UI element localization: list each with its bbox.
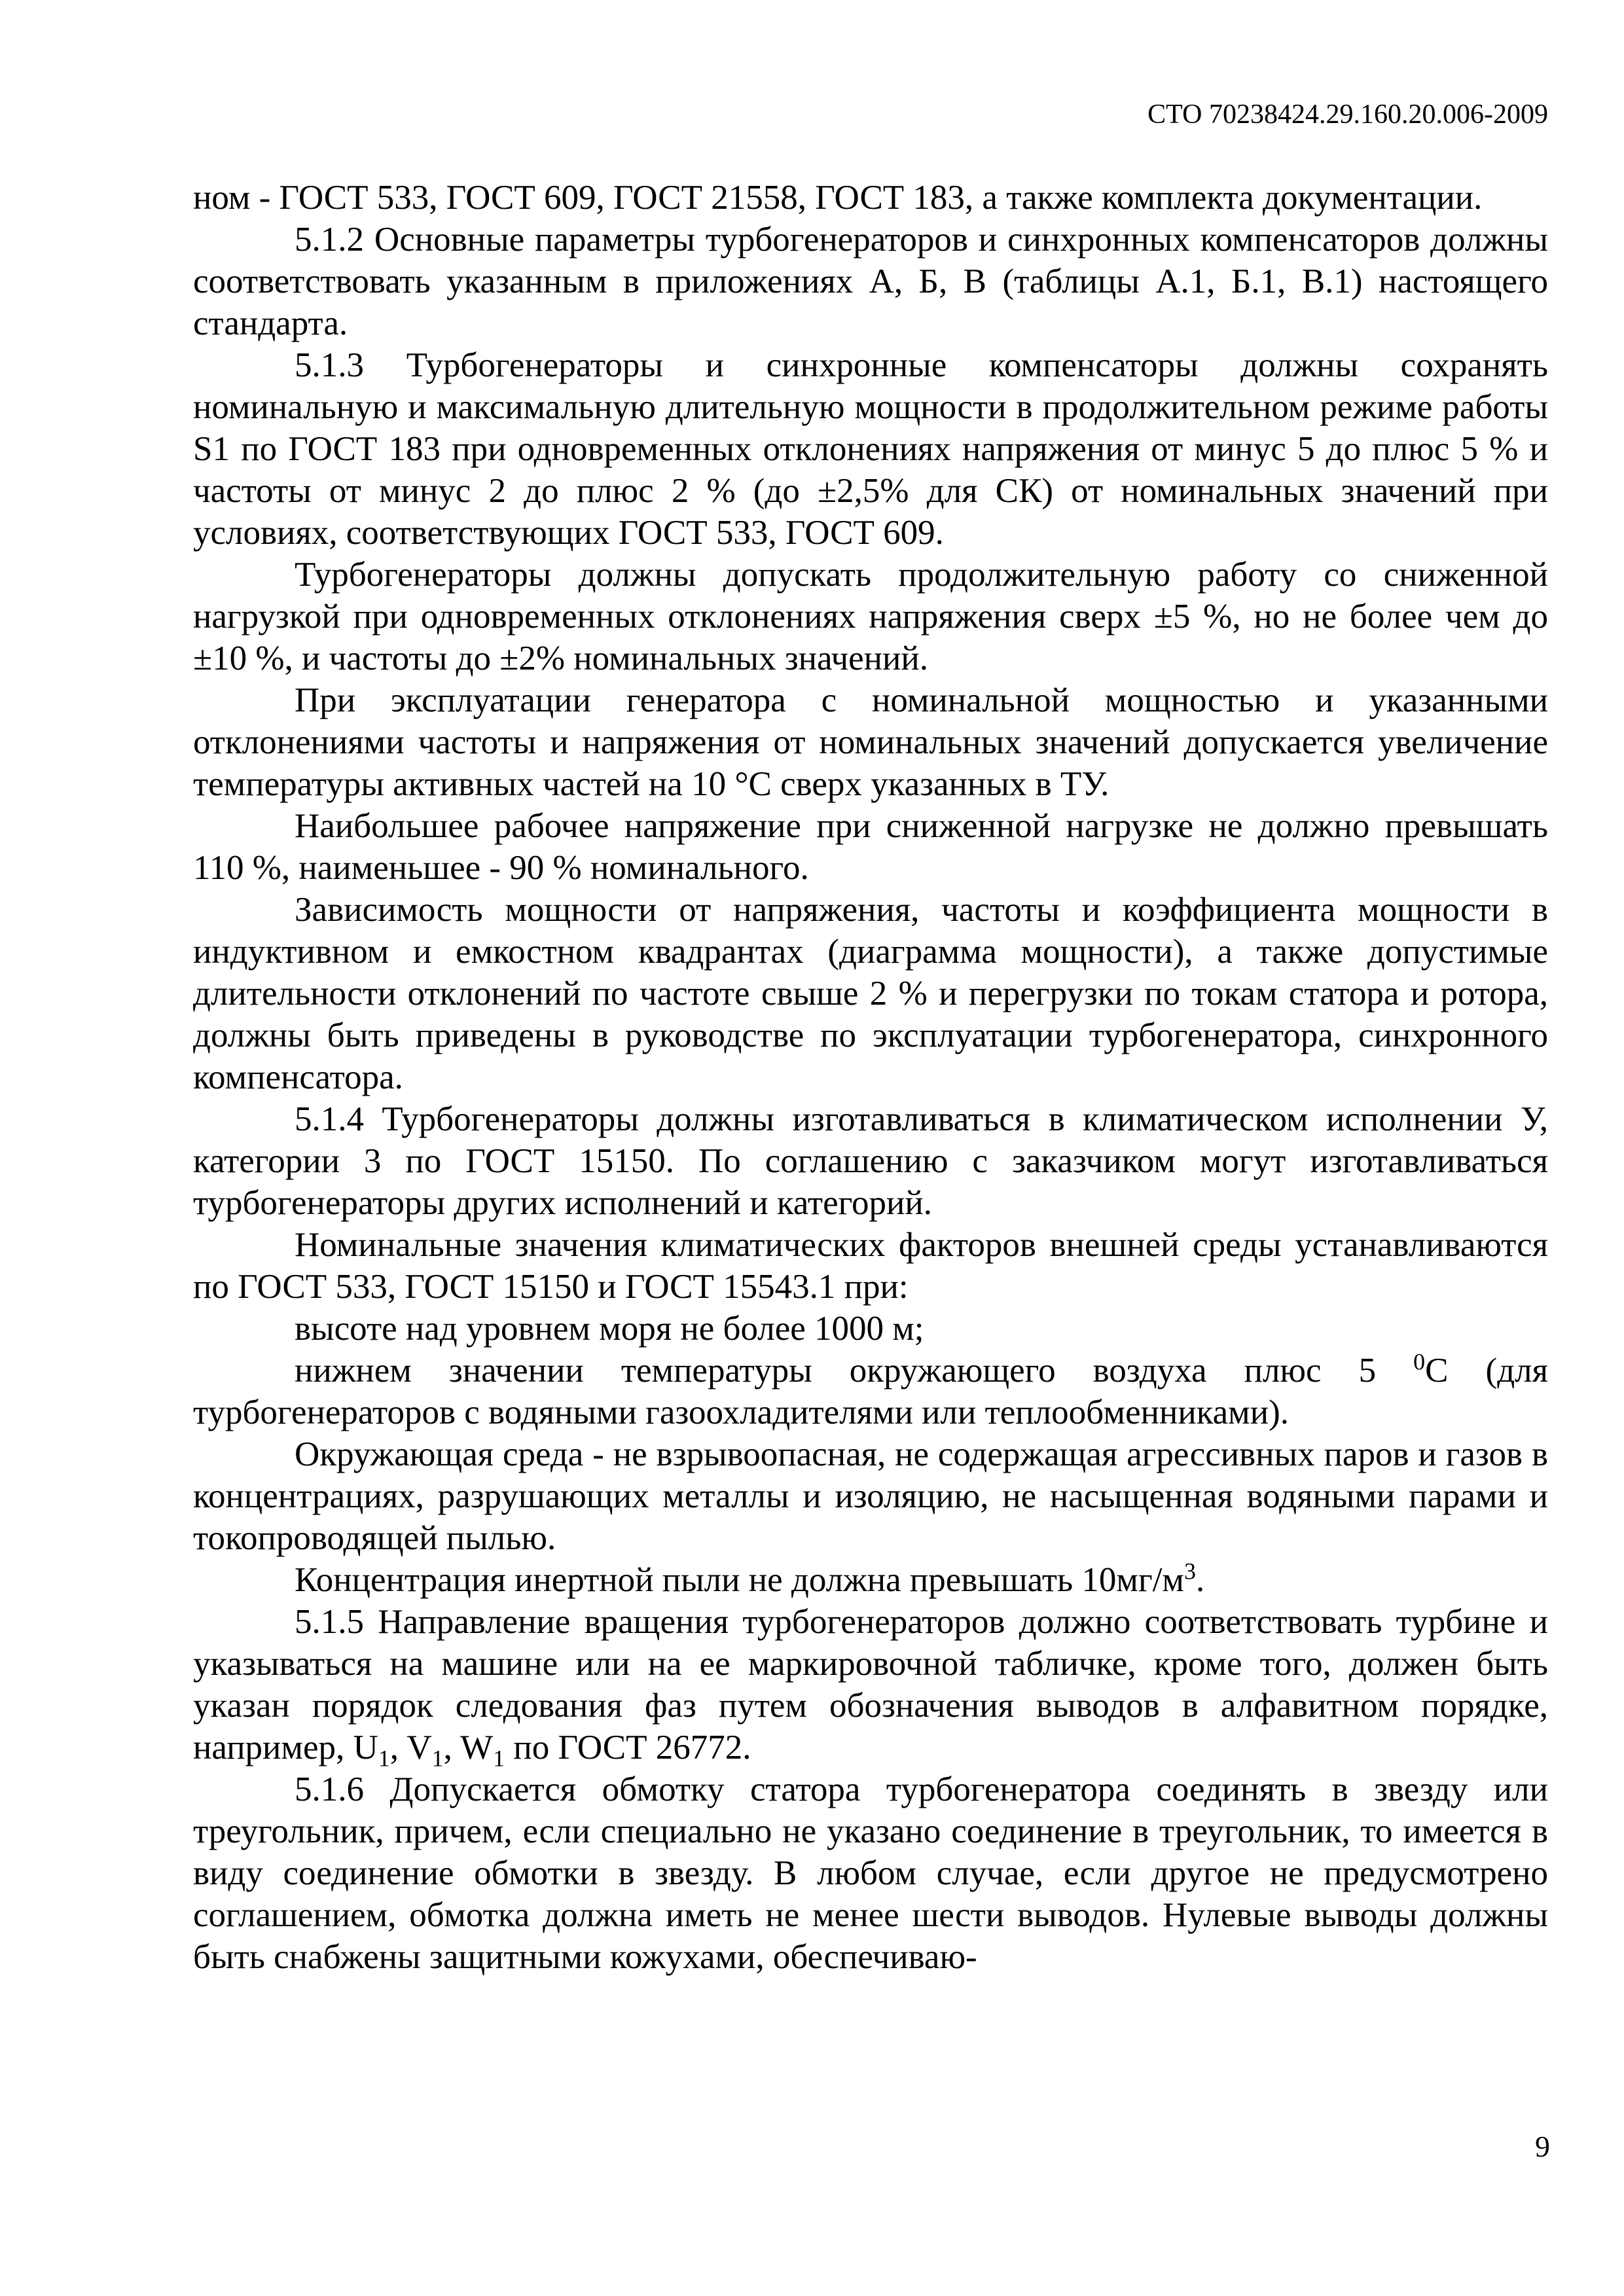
dust-text-end: . [1195,1561,1205,1599]
paragraph-altitude: высоте над уровнем моря не более 1000 м; [295,1310,924,1348]
paragraph-5-1-5 [193,1601,1548,1772]
paragraph-5-1-6: 5.1.6 Допускается обмотку статора турбогенератора соединять в звезду или треугольник, причем, если специально не указано соединение в треугольник, то имеется в виду соединение обмотки в звезду. В любом случае, если другое не предусмотрено соглашением, обмотка должна иметь не менее шести выводов. Нулевые выводы должны быть снабжены защитными кожухами, обеспечиваю- [193,1770,1548,1976]
page-number: 9 [1535,2130,1550,2163]
rotation-text-end: по ГОСТ 26772. [505,1729,751,1767]
paragraph-continuation: ном - ГОСТ 533, ГОСТ 609, ГОСТ 21558, ГОСТ 183, а также комплекта документации. [193,179,1483,217]
paragraph-5-1-2: 5.1.2 Основные параметры турбогенераторов и синхронных компенсаторов должны соответствовать указанным в приложениях А, Б, В (таблицы А.1, Б.1, В.1) настоящего стандарта. [193,221,1548,342]
paragraph-5-1-4: 5.1.4 Турбогенераторы должны изготавливаться в климатическом исполнении У, категории 3 по ГОСТ 15150. По соглашению с заказчиком могут изготавливаться турбогенераторы других исполнений и категорий. [193,1100,1548,1222]
terminal-w: W [460,1729,494,1767]
degree-superscript: 0 [1413,1348,1426,1375]
paragraph-environment: Окружающая среда - не взрывоопасная, не содержащая агрессивных паров и газов в концентрациях, разрушающих металлы и изоляцию, не насыщенная водяными парами и токопроводящей пылью. [193,1435,1548,1557]
temperature-text-end: С (для турбогенераторов с водяными газоохладителями или теплообменниками). [193,1352,1548,1431]
paragraph-temperature-rise: При эксплуатации генератора с номинальной мощностью и указанными отклонениями частоты и напряжения от номинальных значений допускается увеличение температуры активных частей на 10 °С сверх указанных в ТУ. [193,681,1548,803]
paragraph-dust-concentration [193,1559,1548,1601]
temperature-text-start: нижнем значении температуры окружающего воздуха плюс 5 [295,1352,1414,1390]
dust-text: Концентрация инертной пыли не должна превышать 10мг/м [295,1561,1184,1599]
paragraph-temperature [193,1350,1548,1433]
terminal-w-index: 1 [493,1745,505,1772]
paragraph-reduced-load: Турбогенераторы должны допускать продолжительную работу со сниженной нагрузкой при одновременных отклонениях напряжения сверх ±5 %, но не более чем до ±10 %, и частоты до ±2% номинальных значений. [193,556,1548,677]
separator-2: , [443,1729,461,1767]
paragraph-power-diagram: Зависимость мощности от напряжения, частоты и коэффициента мощности в индуктивном и емкостном квадрантах (диаграмма мощности), а также допустимые длительности отклонений по частоте свыше 2 % и перегрузки по токам статора и ротора, должны быть приведены в руководстве по эксплуатации турбогенератора, синхронного компенсатора. [193,891,1548,1096]
terminal-u: U [353,1729,378,1767]
document-code-header: СТО 70238424.29.160.20.006-2009 [1147,99,1548,130]
terminal-u-index: 1 [378,1745,390,1772]
terminal-v: V [406,1729,432,1767]
paragraph-5-1-3: 5.1.3 Турбогенераторы и синхронные компенсаторы должны сохранять номинальную и максимальную длительную мощности в продолжительном режиме работы S1 по ГОСТ 183 при одновременных отклонениях напряжения от минус 5 до плюс 5 % и частоты от минус 2 до плюс 2 % (до ±2,5% для СК) от номинальных значений при условиях, соответствующих ГОСТ 533, ГОСТ 609. [193,346,1548,552]
document-body [193,177,1548,1978]
separator-1: , [389,1729,407,1767]
paragraph-max-voltage: Наибольшее рабочее напряжение при сниженной нагрузке не должно превышать 110 %, наименьшее - 90 % номинального. [193,807,1548,887]
paragraph-climate-factors: Номинальные значения климатических факторов внешней среды устанавливаются по ГОСТ 533, ГОСТ 15150 и ГОСТ 15543.1 при: [193,1226,1548,1306]
terminal-v-index: 1 [431,1745,444,1772]
cubic-superscript: 3 [1183,1558,1196,1585]
rotation-text: 5.1.5 Направление вращения турбогенераторов должно соответствовать турбине и указываться на машине или на ее маркировочной табличке, кроме того, должен быть указан порядок следования фаз путем обозначения выводов в алфавитном порядке, например, [193,1603,1548,1767]
